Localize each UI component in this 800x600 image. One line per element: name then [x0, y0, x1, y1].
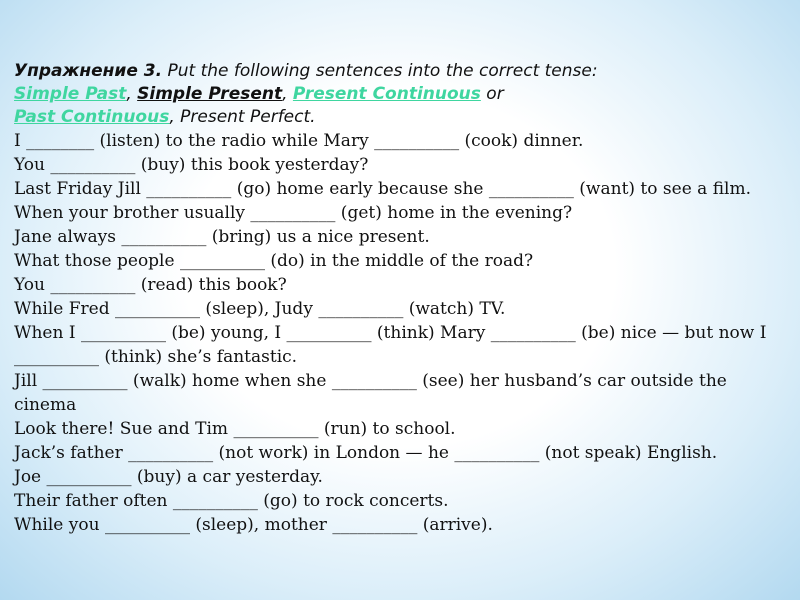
or-text: or — [480, 84, 504, 104]
tense-link-present-continuous[interactable]: Present Continuous — [292, 84, 481, 104]
sentence-item: While you __________ (sleep), mother __________ (arrive). — [14, 515, 493, 535]
sentence-item: You __________ (read) this book? — [14, 275, 287, 295]
sentence-item: Their father often __________ (go) to rock concerts. — [14, 491, 449, 511]
sentence-list — [14, 129, 790, 537]
exercise-instruction: Put the following sentences into the correct tense: — [162, 61, 598, 81]
tense-link-simple-past[interactable]: Simple Past — [14, 84, 127, 104]
sentence-item: Look there! Sue and Tim __________ (run) to school. — [14, 419, 456, 439]
sentence-item: Jack’s father __________ (not work) in London — he __________ (not speak) English. — [14, 443, 718, 463]
sentence-item: Jane always __________ (bring) us a nice present. — [14, 227, 430, 247]
heading-tail: , Present Perfect. — [169, 107, 316, 127]
separator: , — [126, 84, 138, 104]
sentence-item: You __________ (buy) this book yesterday? — [14, 155, 369, 175]
sentence-item: I ________ (listen) to the radio while Mary __________ (cook) dinner. — [14, 131, 584, 151]
tense-simple-present: Simple Present — [137, 84, 283, 104]
sentence-item: Joe __________ (buy) a car yesterday. — [14, 467, 323, 487]
exercise-heading — [14, 60, 790, 129]
sentence-item: Last Friday Jill __________ (go) home early because she __________ (want) to see a film. — [14, 179, 751, 199]
separator: , — [282, 84, 293, 104]
exercise-label: Упражнение 3. — [14, 61, 163, 81]
sentence-item: Jill __________ (walk) home when she __________ (see) her husband’s car outside the cinema — [14, 371, 727, 415]
sentence-item: When your brother usually __________ (get) home in the evening? — [14, 203, 573, 223]
exercise-slide — [14, 60, 790, 537]
sentence-item: When I __________ (be) young, I __________ (think) Mary __________ (be) nice — but now I __________ (think) she’s fantastic. — [14, 323, 767, 367]
sentence-item: What those people __________ (do) in the middle of the road? — [14, 251, 534, 271]
sentence-item: While Fred __________ (sleep), Judy __________ (watch) TV. — [14, 299, 506, 319]
tense-link-past-continuous[interactable]: Past Continuous — [14, 107, 170, 127]
